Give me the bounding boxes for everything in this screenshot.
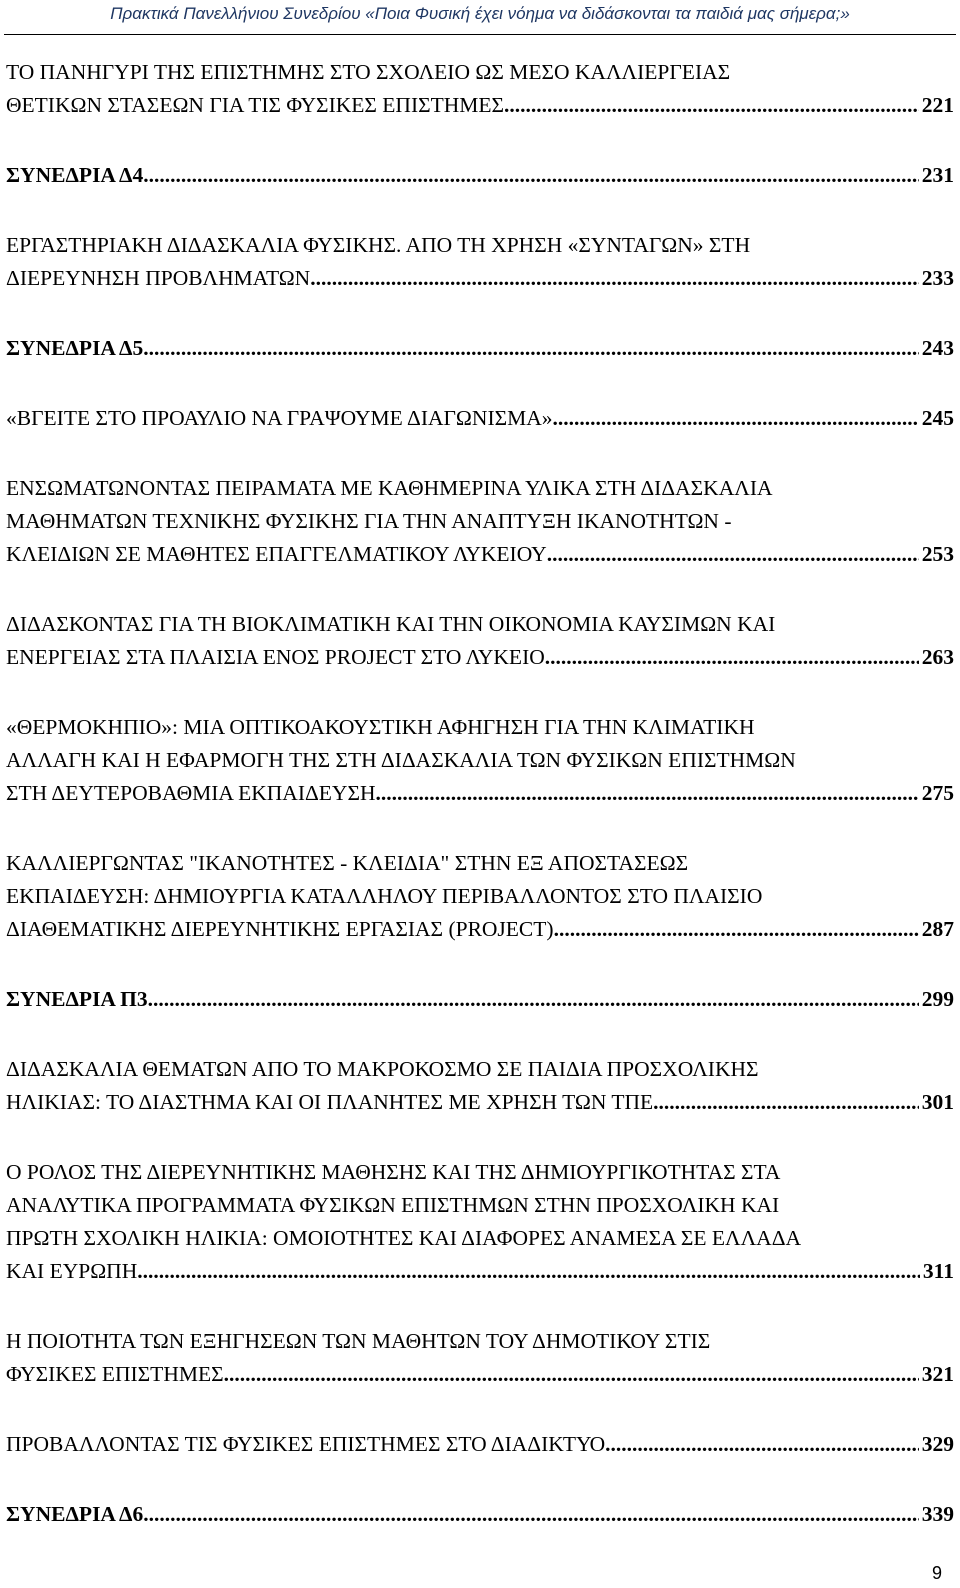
toc-entry[interactable] bbox=[6, 229, 954, 295]
toc-entry-last-line bbox=[6, 777, 954, 810]
toc-page-number: 231 bbox=[921, 163, 954, 187]
toc-entry-last-line bbox=[6, 332, 954, 365]
toc-entry-title-line: «ΘΕΡΜΟΚΗΠΙΟ»: ΜΙΑ ΟΠΤΙΚΟΑΚΟΥΣΤΙΚΗ ΑΦΗΓΗΣΗ ΓΙΑ ΤΗΝ ΚΛΙΜΑΤΙΚΗ bbox=[6, 715, 755, 739]
toc-entry-title-line: ΑΝΑΛΥΤΙΚΑ ΠΡΟΓΡΑΜΜΑΤΑ ΦΥΣΙΚΩΝ ΕΠΙΣΤΗΜΩΝ ΣΤΗΝ ΠΡΟΣΧΟΛΙΚΗ ΚΑΙ bbox=[6, 1193, 780, 1217]
toc-entry-title-line: ΔΙΕΡΕΥΝΗΣΗ ΠΡΟΒΛΗΜΑΤΩΝ bbox=[6, 266, 311, 290]
toc-entry-last-line bbox=[6, 641, 954, 674]
dot-leader bbox=[605, 1428, 919, 1461]
toc-page-number: 311 bbox=[922, 1259, 954, 1283]
toc-page-number: 321 bbox=[921, 1362, 954, 1386]
dot-leader bbox=[143, 159, 919, 192]
toc-page-number: 243 bbox=[921, 336, 954, 360]
toc-entry-title-line: ΘΕΤΙΚΩΝ ΣΤΑΣΕΩΝ ΓΙΑ ΤΙΣ ΦΥΣΙΚΕΣ ΕΠΙΣΤΗΜΕΣ bbox=[6, 93, 505, 117]
dot-leader bbox=[554, 913, 919, 946]
toc-entry-last-line bbox=[6, 1428, 954, 1461]
toc-entry-title-line: ΑΛΛΑΓΗ ΚΑΙ Η ΕΦΑΡΜΟΓΗ ΤΗΣ ΣΤΗ ΔΙΔΑΣΚΑΛΙΑ ΤΩΝ ΦΥΣΙΚΩΝ ΕΠΙΣΤΗΜΩΝ bbox=[6, 748, 796, 772]
toc-entry-title-line: ΤΟ ΠΑΝΗΓΥΡΙ ΤΗΣ ΕΠΙΣΤΗΜΗΣ ΣΤΟ ΣΧΟΛΕΙΟ ΩΣ ΜΕΣΟ ΚΑΛΛΙΕΡΓΕΙΑΣ bbox=[6, 60, 731, 84]
toc-entry-last-line bbox=[6, 402, 954, 435]
toc-entry-title-line: Ο ΡΟΛΟΣ ΤΗΣ ΔΙΕΡΕΥΝΗΤΙΚΗΣ ΜΑΘΗΣΗΣ ΚΑΙ ΤΗΣ ΔΗΜΙΟΥΡΓΙΚΟΤΗΤΑΣ ΣΤΑ bbox=[6, 1160, 781, 1184]
toc-entry-title-line: ΜΑΘΗΜΑΤΩΝ ΤΕΧΝΙΚΗΣ ΦΥΣΙΚΗΣ ΓΙΑ ΤΗΝ ΑΝΑΠΤΥΞΗ ΙΚΑΝΟΤΗΤΩΝ - bbox=[6, 509, 732, 533]
toc-entry-title-line: ΣΥΝΕΔΡΙΑ Δ5 bbox=[6, 336, 144, 360]
toc-entry[interactable] bbox=[6, 402, 954, 435]
toc-page-number: 287 bbox=[921, 917, 954, 941]
toc-page-number: 263 bbox=[921, 645, 954, 669]
dot-leader bbox=[553, 402, 919, 435]
page-number: 9 bbox=[931, 1563, 942, 1583]
toc-entry-last-line bbox=[6, 1086, 954, 1119]
dot-leader bbox=[545, 641, 919, 674]
toc-entry[interactable] bbox=[6, 983, 954, 1016]
toc-page-number: 221 bbox=[921, 93, 954, 117]
dot-leader bbox=[547, 538, 919, 571]
toc-entry-title-line: ΔΙΔΑΣΚΟΝΤΑΣ ΓΙΑ ΤΗ ΒΙΟΚΛΙΜΑΤΙΚΗ ΚΑΙ ΤΗΝ ΟΙΚΟΝΟΜΙΑ ΚΑΥΣΙΜΩΝ ΚΑΙ bbox=[6, 612, 776, 636]
toc-entry-last-line bbox=[6, 1255, 954, 1288]
toc-entry-title-line: ΣΥΝΕΔΡΙΑ Δ4 bbox=[6, 163, 144, 187]
toc-entry-title-line: ΕΚΠΑΙΔΕΥΣΗ: ΔΗΜΙΟΥΡΓΙΑ ΚΑΤΑΛΛΗΛΟΥ ΠΕΡΙΒΑΛΛΟΝΤΟΣ ΣΤΟ ΠΛΑΙΣΙΟ bbox=[6, 884, 763, 908]
dot-leader bbox=[376, 777, 919, 810]
toc-entry-last-line bbox=[6, 1358, 954, 1391]
toc-page-number: 301 bbox=[921, 1090, 954, 1114]
dot-leader bbox=[653, 1086, 919, 1119]
dot-leader bbox=[310, 262, 919, 295]
toc-entry-title-line: ΚΑΛΛΙΕΡΓΩΝΤΑΣ "ΙΚΑΝΟΤΗΤΕΣ - ΚΛΕΙΔΙΑ" ΣΤΗΝ ΕΞ ΑΠΟΣΤΑΣΕΩΣ bbox=[6, 851, 689, 875]
toc-entry-title-line: ΚΛΕΙΔΙΩΝ ΣΕ ΜΑΘΗΤΕΣ ΕΠΑΓΓΕΛΜΑΤΙΚΟΥ ΛΥΚΕΙΟΥ bbox=[6, 542, 547, 566]
dot-leader bbox=[224, 1358, 919, 1391]
toc-entry[interactable] bbox=[6, 159, 954, 192]
toc-entry[interactable] bbox=[6, 1325, 954, 1391]
table-of-contents bbox=[6, 56, 954, 1568]
toc-entry-title-line: ΕΡΓΑΣΤΗΡΙΑΚΗ ΔΙΔΑΣΚΑΛΙΑ ΦΥΣΙΚΗΣ. ΑΠΟ ΤΗ ΧΡΗΣΗ «ΣΥΝΤΑΓΩΝ» ΣΤΗ bbox=[6, 233, 751, 257]
toc-entry[interactable] bbox=[6, 847, 954, 946]
toc-entry-title-line: ΦΥΣΙΚΕΣ ΕΠΙΣΤΗΜΕΣ bbox=[6, 1362, 224, 1386]
toc-entry-title-line: ΠΡΩΤΗ ΣΧΟΛΙΚΗ ΗΛΙΚΙΑ: ΟΜΟΙΟΤΗΤΕΣ ΚΑΙ ΔΙΑΦΟΡΕΣ ΑΝΑΜΕΣΑ ΣΕ ΕΛΛΑΔΑ bbox=[6, 1226, 802, 1250]
toc-entry-last-line bbox=[6, 983, 954, 1016]
toc-entry-title-line: ΠΡΟΒΑΛΛΟΝΤΑΣ ΤΙΣ ΦΥΣΙΚΕΣ ΕΠΙΣΤΗΜΕΣ ΣΤΟ ΔΙΑΔΙΚΤΥΟ bbox=[6, 1432, 606, 1456]
header-divider bbox=[4, 34, 956, 35]
toc-entry-title-line: ΣΥΝΕΔΡΙΑ Π3 bbox=[6, 987, 148, 1011]
header-title: Πρακτικά Πανελλήνιου Συνεδρίου «Ποια Φυσική έχει νόημα να διδάσκονται τα παιδιά μας σήμερα;» bbox=[110, 4, 850, 23]
toc-entry[interactable] bbox=[6, 711, 954, 810]
toc-entry-title-line: ΚΑΙ ΕΥΡΩΠΗ bbox=[6, 1259, 138, 1283]
running-header bbox=[0, 0, 960, 34]
toc-entry-title-line: ΗΛΙΚΙΑΣ: ΤΟ ΔΙΑΣΤΗΜΑ ΚΑΙ ΟΙ ΠΛΑΝΗΤΕΣ ΜΕ ΧΡΗΣΗ ΤΩΝ ΤΠΕ bbox=[6, 1090, 654, 1114]
toc-entry-title-line: ΣΥΝΕΔΡΙΑ Δ6 bbox=[6, 1502, 144, 1526]
toc-page-number: 253 bbox=[921, 542, 954, 566]
toc-entry-last-line bbox=[6, 538, 954, 571]
toc-page-number: 275 bbox=[921, 781, 954, 805]
toc-entry[interactable] bbox=[6, 332, 954, 365]
toc-entry[interactable] bbox=[6, 1498, 954, 1531]
dot-leader bbox=[148, 983, 919, 1016]
dot-leader bbox=[504, 89, 919, 122]
toc-page-number: 339 bbox=[921, 1502, 954, 1526]
toc-entry[interactable] bbox=[6, 1428, 954, 1461]
toc-entry[interactable] bbox=[6, 1053, 954, 1119]
toc-page-number: 299 bbox=[921, 987, 954, 1011]
toc-entry-title-line: Η ΠΟΙΟΤΗΤΑ ΤΩΝ ΕΞΗΓΗΣΕΩΝ ΤΩΝ ΜΑΘΗΤΩΝ ΤΟΥ ΔΗΜΟΤΙΚΟΥ ΣΤΙΣ bbox=[6, 1329, 711, 1353]
toc-entry[interactable] bbox=[6, 56, 954, 122]
toc-entry-title-line: ΔΙΑΘΕΜΑΤΙΚΗΣ ΔΙΕΡΕΥΝΗΤΙΚΗΣ ΕΡΓΑΣΙΑΣ (PROJECT) bbox=[6, 917, 554, 941]
toc-entry-last-line bbox=[6, 159, 954, 192]
toc-page-number: 329 bbox=[921, 1432, 954, 1456]
toc-page-number: 245 bbox=[921, 406, 954, 430]
toc-entry[interactable] bbox=[6, 472, 954, 571]
toc-entry-title-line: ΣΤΗ ΔΕΥΤΕΡΟΒΑΘΜΙΑ ΕΚΠΑΙΔΕΥΣΗ bbox=[6, 781, 376, 805]
toc-entry-title-line: ΕΝΣΩΜΑΤΩΝΟΝΤΑΣ ΠΕΙΡΑΜΑΤΑ ΜΕ ΚΑΘΗΜΕΡΙΝΑ ΥΛΙΚΑ ΣΤΗ ΔΙΔΑΣΚΑΛΙΑ bbox=[6, 476, 773, 500]
dot-leader bbox=[143, 1498, 919, 1531]
toc-entry-last-line bbox=[6, 1498, 954, 1531]
toc-entry-last-line bbox=[6, 913, 954, 946]
toc-entry-title-line: ΔΙΔΑΣΚΑΛΙΑ ΘΕΜΑΤΩΝ ΑΠΟ ΤΟ ΜΑΚΡΟΚΟΣΜΟ ΣΕ ΠΑΙΔΙΑ ΠΡΟΣΧΟΛΙΚΗΣ bbox=[6, 1057, 759, 1081]
toc-entry-last-line bbox=[6, 89, 954, 122]
dot-leader bbox=[137, 1255, 920, 1288]
toc-entry-title-line: «ΒΓΕΙΤΕ ΣΤΟ ΠΡΟΑΥΛΙΟ ΝΑ ΓΡΑΨΟΥΜΕ ΔΙΑΓΩΝΙΣΜΑ» bbox=[6, 406, 553, 430]
toc-entry-last-line bbox=[6, 262, 954, 295]
toc-page-number: 233 bbox=[921, 266, 954, 290]
toc-entry-title-line: ΕΝΕΡΓΕΙΑΣ ΣΤΑ ΠΛΑΙΣΙΑ ΕΝΟΣ PROJECT ΣΤΟ ΛΥΚΕΙΟ bbox=[6, 645, 545, 669]
toc-entry[interactable] bbox=[6, 1156, 954, 1288]
dot-leader bbox=[143, 332, 919, 365]
toc-entry[interactable] bbox=[6, 608, 954, 674]
